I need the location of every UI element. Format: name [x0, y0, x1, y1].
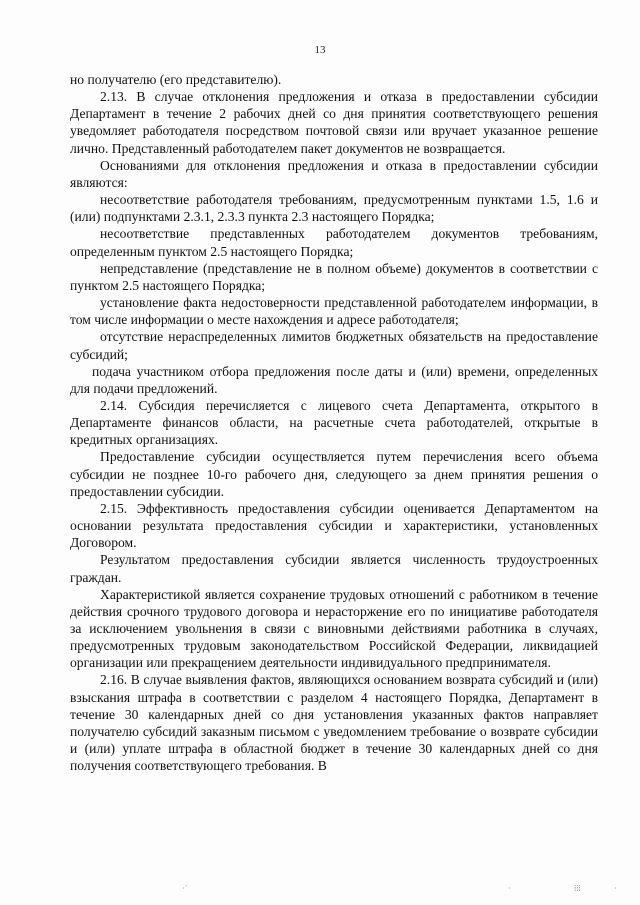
paragraph: 2.14. Субсидия перечисляется с лицевого счета Департамента, открытого в Департаменте финансов области, на расчетные счета работодателей, открытые в кредитных организациях.: [70, 397, 598, 448]
list-item: подача участником отбора предложения после даты и (или) времени, определенных для подачи предложений.: [70, 363, 598, 396]
paragraph: Результатом предоставления субсидии является численность трудоустроенных граждан.: [70, 552, 598, 585]
paragraph: 2.15. Эффективность предоставления субсидии оценивается Департаментом на основании результата предоставления субсидии и характеристики, установленных Договором.: [70, 500, 598, 551]
list-item: отсутствие нераспределенных лимитов бюджетных обязательств на предоставление субсидий;: [70, 329, 598, 362]
scan-artifacts: [0, 884, 640, 898]
scan-mark: ·: [508, 884, 511, 893]
list-item: несоответствие работодателя требованиям, предусмотренным пунктами 1.5, 1.6 и (или) подпунктами 2.3.1, 2.3.3 пункта 2.3 настоящего Порядка;: [70, 192, 598, 225]
paragraph: 2.16. В случае выявления фактов, являющихся основанием возврата субсидий и (или) взыскания штрафа в соответствии с разделом 4 настоящего Порядка, Департамент в течение 30 календарных дней со дня установления указанных фактов направляет получателю субсидий заказным письмом с уведомлением требование о возврате субсидии и (или) уплате штрафа в областной бюджет в течение 30 календарных дней со дня получения соответствующего требования. В: [70, 672, 598, 774]
paragraph: Предоставление субсидии осуществляется путем перечисления всего объема субсидии не позднее 10-го рабочего дня, следующего за днем принятия решения о предоставлении субсидии.: [70, 449, 598, 499]
scan-mark: ·: [614, 884, 617, 893]
scan-mark: ·´: [182, 884, 188, 893]
list-item: несоответствие представленных работодателем документов требованиям, определенным пунктом 2.5 настоящего Порядка;: [70, 226, 598, 259]
list-item: установление факта недостоверности представленной работодателем информации, в том числе информации о месте нахождения и адресе работодателя;: [70, 295, 598, 328]
paragraph: но получателю (его представителю).: [70, 72, 282, 87]
page-number: 13: [314, 44, 326, 56]
list-item: непредставление (представление не в полном объеме) документов в соответствии с пунктом 2.5 настоящего Порядка;: [70, 260, 598, 293]
paragraph: Основаниями для отклонения предложения и отказа в предоставлении субсидии являются:: [70, 157, 598, 190]
scan-mark: ⁞⁞⁞: [574, 884, 581, 893]
document-body: [70, 71, 598, 774]
paragraph: Характеристикой является сохранение трудовых отношений с работником в течение действия срочного трудового договора и нерасторжение его по инициативе работодателя за исключением увольнения в связи с виновными действиями работника в случаях, предусмотренных трудовым законодательством Российской Федерации, ликвидацией организации или прекращением деятельности индивидуального предпринимателя.: [70, 586, 598, 671]
paragraph: 2.13. В случае отклонения предложения и отказа в предоставлении субсидии Департамент в течение 2 рабочих дней со дня принятия соответствующего решения уведомляет работодателя посредством почтовой связи или вручает указанное решение лично. Представленный работодателем пакет документов не возвращается.: [70, 89, 598, 156]
